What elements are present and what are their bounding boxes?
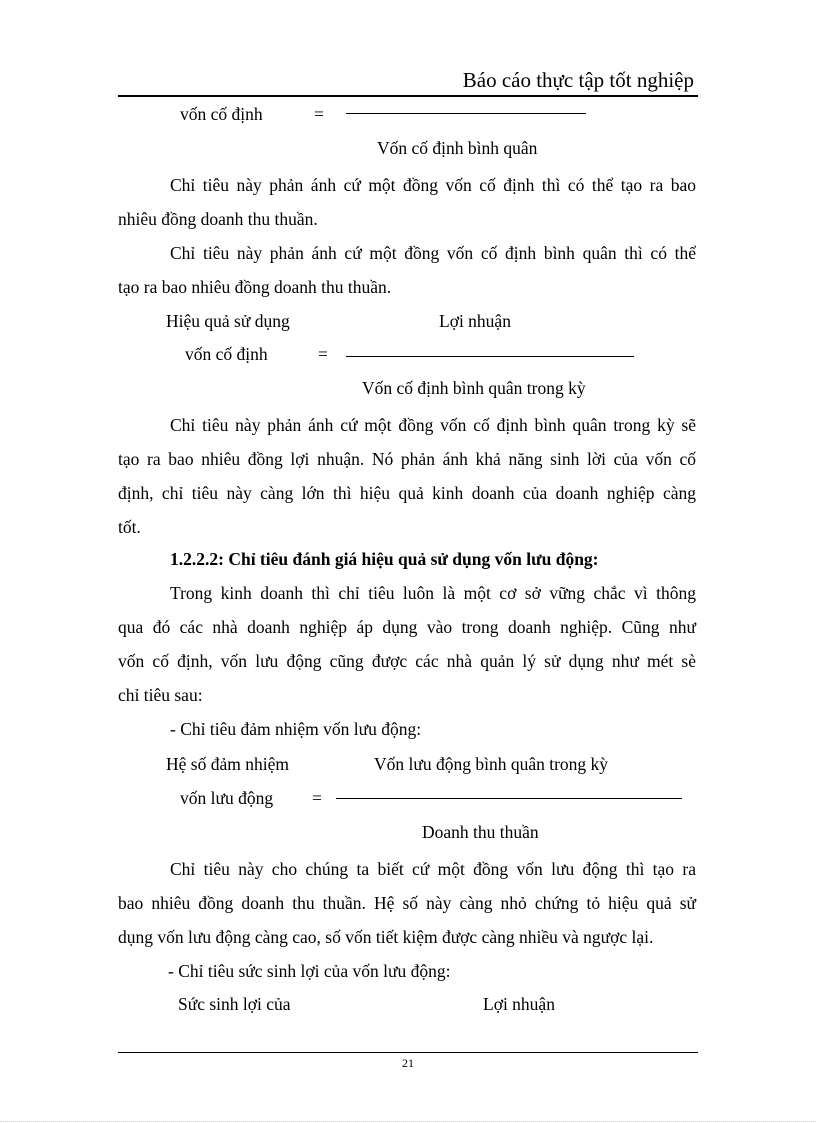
header-rule: [118, 95, 698, 97]
formula4-numerator: Lợi nhuận: [483, 994, 555, 1014]
paragraph-4-line-1: Trong kinh doanh thì chỉ tiêu luôn là một cơ sở vững chắc vì thông: [170, 583, 696, 603]
formula3-denominator: Doanh thu thuần: [422, 822, 539, 842]
paragraph-2-line-2: tạo ra bao nhiêu đồng doanh thu thuần.: [118, 277, 392, 297]
formula2-fraction-bar: [346, 356, 634, 357]
paragraph-3-line-1: Chỉ tiêu này phản ánh cứ một đồng vốn cố định bình quân trong kỳ sẽ: [170, 415, 696, 435]
page-bottom-edge: [0, 1121, 816, 1122]
section-heading: 1.2.2.2: Chỉ tiêu đánh giá hiệu quả sử dụng vốn lưu động:: [170, 549, 599, 569]
bullet-item-2: - Chỉ tiêu sức sinh lợi của vốn lưu động:: [168, 961, 451, 981]
paragraph-5-line-3: dụng vốn lưu động càng cao, số vốn tiết kiệm được càng nhiều và ngược lại.: [118, 927, 654, 947]
formula2-lhs-line2: vốn cố định: [185, 344, 268, 364]
paragraph-3-line-4: tốt.: [118, 517, 141, 537]
formula3-equals: =: [312, 788, 322, 808]
formula3-lhs-line1: Hệ số đảm nhiệm: [166, 754, 289, 774]
formula1-denominator: Vốn cố định bình quân: [377, 138, 538, 158]
formula4-lhs-line1: Sức sinh lợi của: [178, 994, 291, 1014]
formula1-lhs-line2: vốn cố định: [180, 104, 263, 124]
bullet-item-1: - Chỉ tiêu đảm nhiệm vốn lưu động:: [170, 719, 422, 739]
paragraph-1-line-2: nhiêu đồng doanh thu thuần.: [118, 209, 318, 229]
page-header-title: Báo cáo thực tập tốt nghiệp: [462, 68, 694, 92]
formula2-denominator: Vốn cố định bình quân trong kỳ: [362, 378, 586, 398]
page-number: 21: [402, 1056, 414, 1070]
paragraph-5-line-1: Chỉ tiêu này cho chúng ta biết cứ một đồng vốn lưu động thì tạo ra: [170, 859, 696, 879]
paragraph-2-line-1: Chỉ tiêu này phản ánh cứ một đồng vốn cố định bình quân thì có thể: [170, 243, 696, 263]
footer-rule: [118, 1052, 698, 1053]
formula2-numerator: Lợi nhuận: [439, 311, 511, 331]
formula3-lhs-line2: vốn lưu động: [180, 788, 274, 808]
formula2-lhs-line1: Hiệu quả sử dụng: [166, 311, 290, 331]
paragraph-2: [118, 236, 696, 304]
formula1-equals: =: [314, 104, 324, 124]
paragraph-5: [118, 852, 696, 954]
paragraph-1: [118, 168, 696, 236]
paragraph-4-line-4: chỉ tiêu sau:: [118, 685, 203, 705]
paragraph-3: [118, 408, 696, 544]
formula2-equals: =: [318, 344, 328, 364]
paragraph-3-line-3: định, chỉ tiêu này càng lớn thì hiệu quả kinh doanh của doanh nghiệp càng: [118, 483, 696, 503]
paragraph-4: [118, 576, 696, 712]
paragraph-5-line-2: bao nhiêu đồng doanh thu thuần. Hệ số này càng nhỏ chứng tỏ hiệu quả sử: [118, 893, 696, 913]
paragraph-1-line-1: Chỉ tiêu này phản ánh cứ một đồng vốn cố định thì có thể tạo ra bao: [170, 175, 696, 195]
formula3-numerator: Vốn lưu động bình quân trong kỳ: [374, 754, 609, 774]
paragraph-4-line-3: vốn cố định, vốn lưu động cũng được các nhà quản lý sử dụng như mét sè: [118, 651, 696, 671]
formula1-fraction-bar: [346, 113, 586, 114]
formula3-fraction-bar: [336, 798, 682, 799]
paragraph-4-line-2: qua đó các nhà doanh nghiệp áp dụng vào trong doanh nghiệp. Cũng như: [118, 617, 696, 637]
paragraph-3-line-2: tạo ra bao nhiêu đồng lợi nhuận. Nó phản ánh khả năng sinh lời của vốn cố: [118, 449, 696, 469]
